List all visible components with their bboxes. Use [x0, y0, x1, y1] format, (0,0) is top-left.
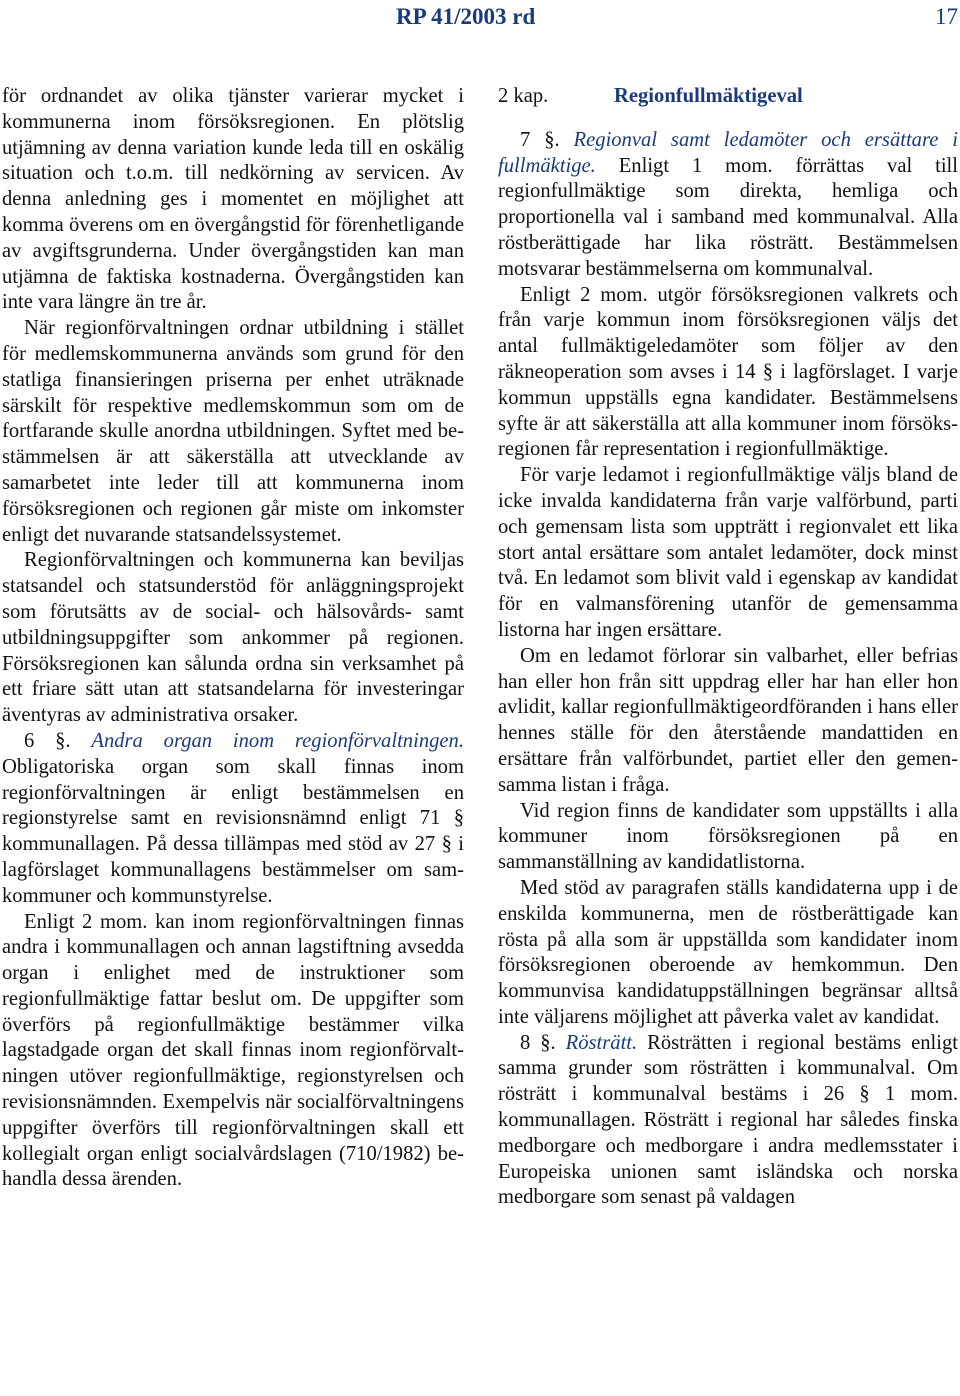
- section-title: Regionval samt ledamöter och ersättare i fullmäktige.: [498, 128, 958, 177]
- section-number: 6 §.: [24, 729, 71, 752]
- section-text: Obligatoriska organ som skall finnas inom regionförvaltningen är enligt bestämmelsen en regionstyrelse samt en revisionsnämnd enligt 71 § kommunallagen. På dessa tillämpas med stöd av 27 § i lagförslaget kommunallagens bestämmelser om samkommuner och kommunstyrelse.: [2, 755, 464, 907]
- chapter-heading: [498, 84, 958, 110]
- section-number: 7 §.: [520, 128, 560, 151]
- paragraph: för ordnandet av olika tjänster varierar mycket i kommunerna inom försöksregionen. En plötslig utjämning av denna variation kunde leda till en oskälig situation och t.o.m. till nedkörning av servicen. Av denna anledning ges i momentet en möjlighet att komma överens om en övergångstid för förenhetligande av avgiftsgrunderna. Under övergångstiden kan man utjämna de faktiska kostnaderna. Övergångstiden kan inte vara längre än tre år.: [2, 85, 464, 314]
- chapter-number: 2 kap.: [498, 85, 549, 107]
- paragraph: Med stöd av paragrafen ställs kandidaterna upp i de enskilda kommunerna, men de röstberättigade kan rösta på alla som är uppställda som kandidater inom försöksregionen oberoende av hemkommun. Den kommunvisa kandidatuppställningen begränsar alltså inte väljarens möjlighet att påverka valet av kandidat.: [498, 876, 958, 1028]
- paragraph: [498, 128, 958, 283]
- paragraph: [498, 1031, 958, 1212]
- paragraph: Enligt 2 mom. utgör försöksregionen valkrets och från varje kommun inom försöksregionen väljs det antal fullmäktigeledamöter som följer av den räkneoperation som avses i 14 § i lagförslaget. I varje kommun uppställs egna kandidater. Bestämmelsens syfte är att säkerställa att alla kommuner inom försöksregionen får representation i regionfullmäktige.: [498, 283, 958, 461]
- paragraph: [2, 729, 464, 910]
- chapter-title: Regionfullmäktigeval: [614, 85, 803, 107]
- section-text: Enligt 1 mom. förrättas val till regionfullmäktige som direkta, hemliga och proportionella val i samband med kommunalval. Alla röstberättigade har lika rösträtt. Bestämmelsen motsvarar bestämmelserna om kommunalval.: [498, 154, 958, 280]
- section-title: Rösträtt.: [565, 1031, 638, 1054]
- paragraph: Enligt 2 mom. kan inom regionförvaltningen finnas andra i kommunallagen och annan lagstiftning avsedda organ i enlighet med de instruktioner som regionfullmäktige fattar beslut om. De uppgifter som överförs på regionfullmäktige bestämmer vilka lagstadgade organ det skall finnas inom regionförvaltningen utöver regionfullmäktige, regionstyrelsen och revisionsnämnden. Exempelvis när socialförvaltningens uppgifter överförs till regionförvaltningen skall ett kollegialt organ enligt socialvårdslagen (710/1982) behandla dessa ärenden.: [2, 910, 464, 1191]
- paragraph: När regionförvaltningen ordnar utbildning i stället för medlemskommunerna används som grund för den statliga finansieringen priserna per enhet uträknade särskilt för respektive medlemskommun som om de fortfarande skulle anordna utbildningen. Syftet med bestämmelsen är att säkerställa att utvecklande av samarbetet inte leder till att kommunerna inom försöksregionen och regionen går miste om inkomster enligt det nuvarande statsandelssystemet.: [2, 317, 464, 546]
- section-title: Andra organ inom regionförvaltningen.: [91, 729, 464, 752]
- paragraph: Regionförvaltningen och kommunerna kan beviljas statsandel och statsunderstöd för anläggningsprojekt som förutsätts av de social- och hälsovårds- samt utbildningsuppgifter som ankommer på regionen. Försöksregionen kan sålunda ordna sin verksamhet på ett friare sätt utan att statsandelarna för investeringar äventyras av administrativa orsaker.: [2, 549, 464, 727]
- section-text: Rösträtten i regional bestäms enligt samma grunder som rösträtten i kommunalval. Om rösträtt i kommunalval bestäms i 26 § 1 mom. kommunallagen. Rösträtt i regional har således finska medborgare och medborgare i andra medlemsstater i Europeiska unionen samt isländska och norska medborgare som senast på valdagen: [498, 1031, 959, 1209]
- paragraph: Om en ledamot förlorar sin valbarhet, eller befrias han eller hon från sitt uppdrag eller har han eller hon avlidit, kallar regionfullmäktigeordföranden i hans eller hennes ställe för den återstående mandattiden en ersättare från valförbundet, partiet eller den gemensamma listan i fråga.: [498, 644, 958, 796]
- left-column: [2, 84, 464, 1193]
- document-id: RP 41/2003 rd: [396, 4, 536, 29]
- section-number: 8 §.: [520, 1031, 556, 1054]
- paragraph: För varje ledamot i regionfullmäktige väljs bland de icke invalda kandidaterna från varje valförbund, parti och gemensam lista som uppträtt i regionvalet ett lika stort antal ersättare som antalet ledamöter, dock minst två. En ledamot som blivit vald i egenskap av kandidat för en valmansförening utanför de gemensamma listorna har ingen ersättare.: [498, 464, 958, 641]
- right-column: [498, 84, 958, 1211]
- page-number: 17: [935, 4, 958, 29]
- page-header: [0, 0, 960, 44]
- paragraph: Vid region finns de kandidater som uppställts i alla kommuner inom försöksregionen på en sammanställning av kandidatlistorna.: [498, 799, 958, 874]
